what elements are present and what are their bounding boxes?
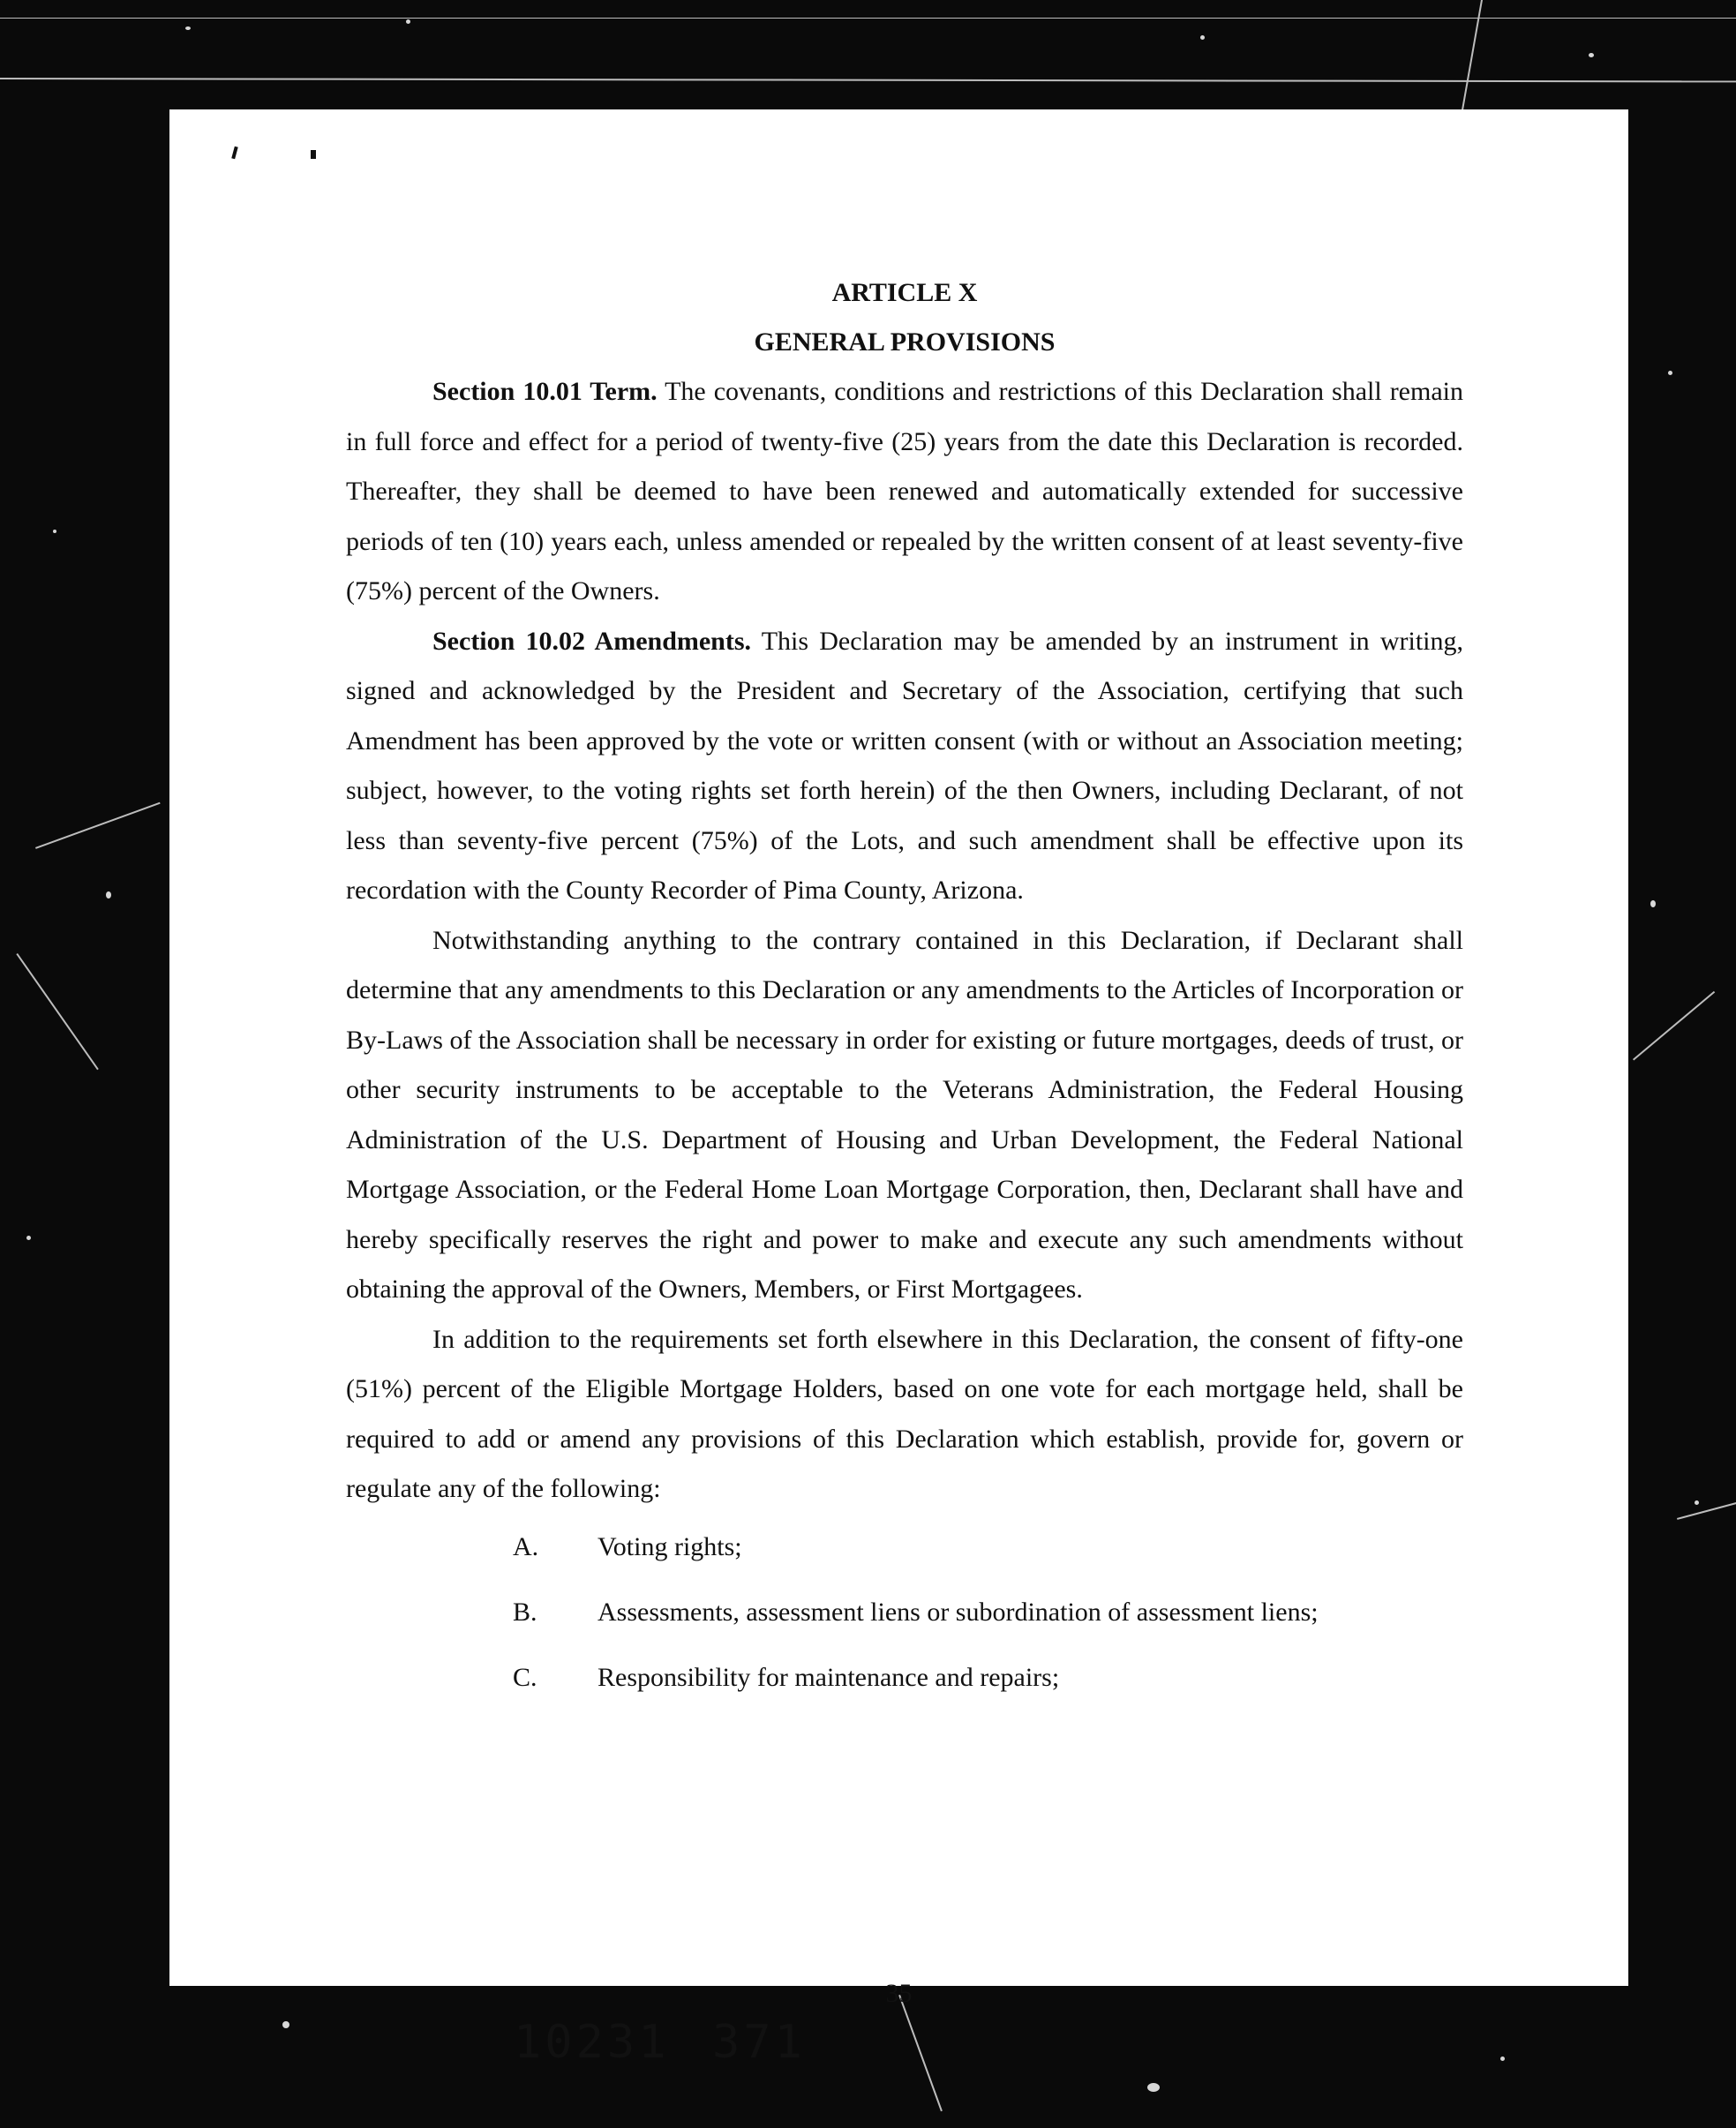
section-heading: Section 10.01 Term. (432, 377, 658, 406)
page-number: 35 (885, 1979, 913, 2008)
scan-speck (53, 530, 56, 533)
scan-speck (106, 891, 111, 899)
section-text: This Declaration may be amended by an instrument in writing, signed and acknowledged by the President and Secretary of the Association, certifying that such Amendment has been approved by the vote or written consent (with or without an Association meeting; subject, however, to the voting rights set forth herein) of the then Owners, including Declarant, of not less than seventy-five percent (75%) of the Lots, and such amendment shall be effective upon its recordation with the County Recorder of Pima County, Arizona. (346, 626, 1464, 905)
scan-scratch (0, 18, 1736, 19)
section-heading: Section 10.02 Amendments. (432, 626, 752, 656)
document-body (346, 268, 1463, 1711)
section-10-01 (346, 367, 1463, 617)
scan-speck (282, 2021, 289, 2028)
scan-scratch (35, 802, 161, 849)
list-text: Voting rights; (597, 1531, 742, 1561)
recording-book-number: 10231 (514, 2016, 670, 2069)
scan-mark (231, 147, 237, 160)
document-page (169, 109, 1628, 2069)
paragraph-notwithstanding: Notwithstanding anything to the contrary contained in this Declaration, if Declarant shall determine that any amendments to this Declaration or any amendments to the Articles of Incorporation or By-Laws of the Association shall be necessary in order for existing or future mortgages, deeds of trust, or other security instruments to be acceptable to the Veterans Administration, the Federal Housing Administration of the U.S. Department of Housing and Urban Development, the Federal National Mortgage Association, or the Federal Home Loan Mortgage Corporation, then, Declarant shall have and hereby specifically reserves the right and power to make and execute any such amendments without obtaining the approval of the Owners, Members, or First Mortgagees. (346, 925, 1463, 1304)
list-text: Responsibility for maintenance and repairs; (597, 1662, 1060, 1692)
provision-list (346, 1515, 1463, 1711)
section-text: The covenants, conditions and restrictions of this Declaration shall remain in full force and effect for a period of twenty-five (25) years from the date this Declaration is recorded. Thereafter, they shall be deemed to have been renewed and automatically extended for successive periods of ten (10) years each, unless amended or repealed by the written consent of at least seventy-five (75%) percent of the Owners. (346, 377, 1463, 605)
scan-speck (1200, 35, 1205, 40)
scan-scratch (1677, 1502, 1736, 1520)
list-item (346, 1645, 1463, 1711)
scan-speck (1147, 2083, 1160, 2092)
scan-speck (1589, 53, 1594, 57)
scan-scratch (16, 953, 98, 1070)
scan-speck (1695, 1500, 1699, 1505)
list-item (346, 1580, 1463, 1645)
list-letter: A. (513, 1531, 539, 1561)
scan-mark (311, 150, 316, 159)
scan-speck (1668, 371, 1672, 375)
list-letter: C. (513, 1662, 537, 1692)
list-item (346, 1515, 1463, 1580)
scan-speck (185, 26, 191, 30)
section-10-02 (346, 617, 1463, 916)
recording-page-number: 371 (712, 2016, 806, 2069)
paragraph-mortgage-holders: In addition to the requirements set forth elsewhere in this Declaration, the consent of fifty-one (51%) percent of the Eligible Mortgage Holders, based on one vote for each mortgage held, shall be required to add or amend any provisions of this Declaration which establish, provide for, govern or regulate any of the following: (346, 1324, 1463, 1503)
article-number: ARTICLE X (831, 278, 978, 307)
scan-speck (1650, 900, 1656, 907)
scan-scratch (1633, 991, 1715, 1061)
scan-speck (1500, 2057, 1505, 2061)
list-text: Assessments, assessment liens or subordination of assessment liens; (597, 1597, 1319, 1627)
scan-scratch (898, 1995, 943, 2111)
article-title: GENERAL PROVISIONS (754, 327, 1056, 357)
scan-speck (406, 19, 410, 24)
scan-speck (26, 1236, 31, 1240)
scan-scratch (0, 78, 1736, 82)
list-letter: B. (513, 1597, 537, 1627)
